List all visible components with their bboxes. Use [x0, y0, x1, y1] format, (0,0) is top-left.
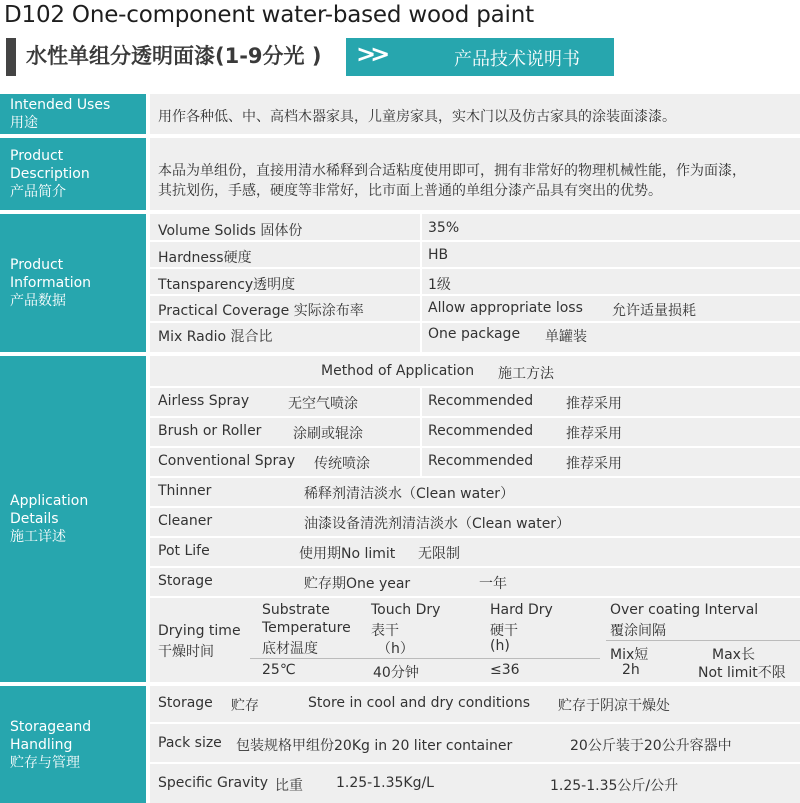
row-divider [150, 596, 800, 598]
method-header-en: Method of Application [321, 363, 475, 379]
document-title: D102 One-component water-based wood paint [4, 2, 534, 28]
row-divider [150, 446, 800, 448]
subtitle-marker [6, 38, 16, 76]
intended-uses-label-en: Intended Uses [10, 97, 111, 113]
app-storage-label: Storage [158, 573, 213, 589]
product-information-label-cn: 产品数据 [10, 293, 66, 309]
pot-life-value-cn: 无限制 [418, 546, 460, 562]
sh-storage-label: Storage [158, 695, 213, 711]
product-description-label-en1: Product [10, 148, 64, 164]
product-description-content [150, 138, 800, 210]
drying-min-label: Mix短 [610, 647, 649, 663]
storage-handling-label-en2: Handling [10, 736, 73, 753]
drying-values-divider [250, 658, 600, 659]
info-value-solids: 35% [428, 220, 460, 236]
row-divider [150, 536, 800, 538]
drying-overcoat-1: Over coating Interval [610, 602, 759, 618]
application-details-content [150, 356, 800, 682]
drying-touch-3: （h） [377, 641, 414, 657]
row-divider [150, 386, 800, 388]
storage-handling-label-en1: Storageand [10, 718, 92, 735]
product-description-label-cn: 产品简介 [10, 184, 66, 200]
method-header-cn: 施工方法 [498, 366, 554, 382]
info-name-solids: Volume Solids 固体份 [158, 223, 303, 239]
product-description-label [0, 138, 146, 210]
row-divider [150, 566, 800, 568]
info-name-hardness: Hardness硬度 [158, 250, 252, 266]
app-storage-value-cn: 一年 [479, 576, 507, 592]
product-information-content [150, 214, 800, 352]
description-line-2: 其抗划伤，手感，硬度等非常好，比市面上普通的单组分漆产品具有突出的优势。 [158, 183, 662, 199]
storage-handling-label [0, 686, 146, 803]
method-airless-cn: 无空气喷涂 [288, 396, 358, 412]
column-divider [420, 386, 422, 476]
method-conventional-cn: 传统喷涂 [314, 456, 370, 472]
drying-substrate-1: Substrate [262, 602, 330, 618]
sh-storage-en: Store in cool and dry conditions [308, 695, 531, 711]
drying-touch-1: Touch Dry [371, 602, 441, 618]
product-information-label-en1: Product [10, 257, 64, 273]
document-subtitle: 水性单组分透明面漆(1-9分光 ) [26, 44, 322, 68]
row-divider [150, 294, 800, 296]
storage-handling-content [150, 686, 800, 803]
intended-uses-label [0, 94, 146, 134]
row-divider [150, 506, 800, 508]
method-airless-rec: Recommended [428, 393, 534, 409]
sh-gravity-value: 1.25-1.35Kg/L [336, 775, 434, 791]
spec-sheet-header-text: 产品技术说明书 [454, 49, 580, 70]
drying-touch-2: 表干 [371, 623, 399, 639]
product-information-label-en2: Information [10, 275, 92, 291]
intended-uses-text: 用作各种低、中、高档木器家具，儿童房家具，实木门以及仿古家具的涂装面漆漆。 [158, 109, 676, 125]
info-extra-coverage: 允许适量损耗 [612, 303, 696, 319]
double-chevron-right-icon: >> [356, 40, 385, 68]
method-brush-rec-cn: 推荐采用 [566, 426, 622, 442]
product-description-label-en2: Description [10, 166, 90, 182]
cleaner-label: Cleaner [158, 513, 213, 529]
overcoat-divider [606, 640, 800, 641]
row-divider [150, 267, 800, 269]
sh-pack-text: 包装规格甲组份20Kg in 20 liter container [236, 738, 513, 754]
description-line-1: 本品为单组份，直接用清水稀释到合适粘度使用即可，拥有非常好的物理机械性能，作为面漆， [158, 163, 746, 179]
row-divider [150, 762, 800, 764]
method-conventional-en: Conventional Spray [158, 453, 296, 469]
drying-hard-1: Hard Dry [490, 602, 553, 618]
method-brush-cn: 涂刷或辊涂 [293, 426, 363, 442]
method-brush-en: Brush or Roller [158, 423, 262, 439]
row-divider [150, 722, 800, 724]
thinner-value: 稀释剂清洁淡水（Clean water） [304, 486, 515, 502]
info-value-transparency: 1级 [428, 277, 451, 293]
method-brush-rec: Recommended [428, 423, 534, 439]
drying-label-cn: 干燥时间 [158, 644, 214, 660]
pot-life-value: 使用期No limit [299, 546, 396, 562]
info-name-transparency: Ttansparency透明度 [158, 277, 296, 293]
application-label-en2: Details [10, 511, 59, 527]
drying-label-en: Drying time [158, 623, 241, 639]
app-storage-value: 贮存期One year [304, 576, 411, 592]
row-divider [150, 416, 800, 418]
drying-substrate-3: 底材温度 [262, 641, 318, 657]
sh-pack-cn: 20公斤装于20公升容器中 [570, 738, 732, 754]
method-airless-en: Airless Spray [158, 393, 250, 409]
intended-uses-content [150, 94, 800, 134]
application-details-label [0, 356, 146, 682]
drying-value-touch: 40分钟 [373, 665, 419, 681]
sh-gravity-value-cn: 1.25-1.35公斤/公升 [550, 778, 679, 794]
drying-max-label: Max长 [712, 647, 755, 663]
info-value-coverage: Allow appropriate loss [428, 300, 583, 316]
application-label-en1: Application [10, 493, 89, 509]
row-divider [150, 240, 800, 242]
info-value-mix-ratio: One package [428, 326, 521, 342]
sh-gravity-cn: 比重 [275, 778, 303, 794]
method-conventional-rec-cn: 推荐采用 [566, 456, 622, 472]
method-conventional-rec: Recommended [428, 453, 534, 469]
sh-storage-cn: 贮存 [231, 698, 259, 714]
drying-value-hard: ≤36 [490, 662, 520, 678]
drying-value-temp: 25℃ [262, 662, 296, 678]
drying-value-min: 2h [622, 662, 640, 678]
application-label-cn: 施工详述 [10, 529, 66, 545]
storage-handling-label-cn: 贮存与管理 [10, 754, 80, 771]
intended-uses-label-cn: 用途 [10, 115, 38, 131]
thinner-label: Thinner [158, 483, 212, 499]
method-airless-rec-cn: 推荐采用 [566, 396, 622, 412]
pot-life-label: Pot Life [158, 543, 210, 559]
info-name-mix-ratio: Mix Radio 混合比 [158, 329, 273, 345]
drying-substrate-2: Temperature [262, 620, 351, 636]
sh-pack-label: Pack size [158, 735, 222, 751]
column-divider [420, 214, 422, 352]
row-divider [150, 321, 800, 323]
drying-hard-2: 硬干 [490, 623, 518, 639]
cleaner-value: 油漆设备清洗剂清洁淡水（Clean water） [304, 516, 571, 532]
drying-overcoat-2: 覆涂间隔 [610, 623, 666, 639]
sh-storage-cn2: 贮存于阴凉干燥处 [558, 698, 670, 714]
drying-value-max: Not limit不限 [698, 665, 786, 681]
info-extra-mix-ratio: 单罐装 [545, 329, 587, 345]
info-value-hardness: HB [428, 247, 449, 263]
product-information-label [0, 214, 146, 352]
info-name-coverage: Practical Coverage 实际涂布率 [158, 303, 364, 319]
sh-gravity-label: Specific Gravity [158, 775, 269, 791]
drying-hard-3: (h) [490, 638, 510, 654]
spec-sheet-header [346, 38, 614, 76]
row-divider [150, 476, 800, 478]
